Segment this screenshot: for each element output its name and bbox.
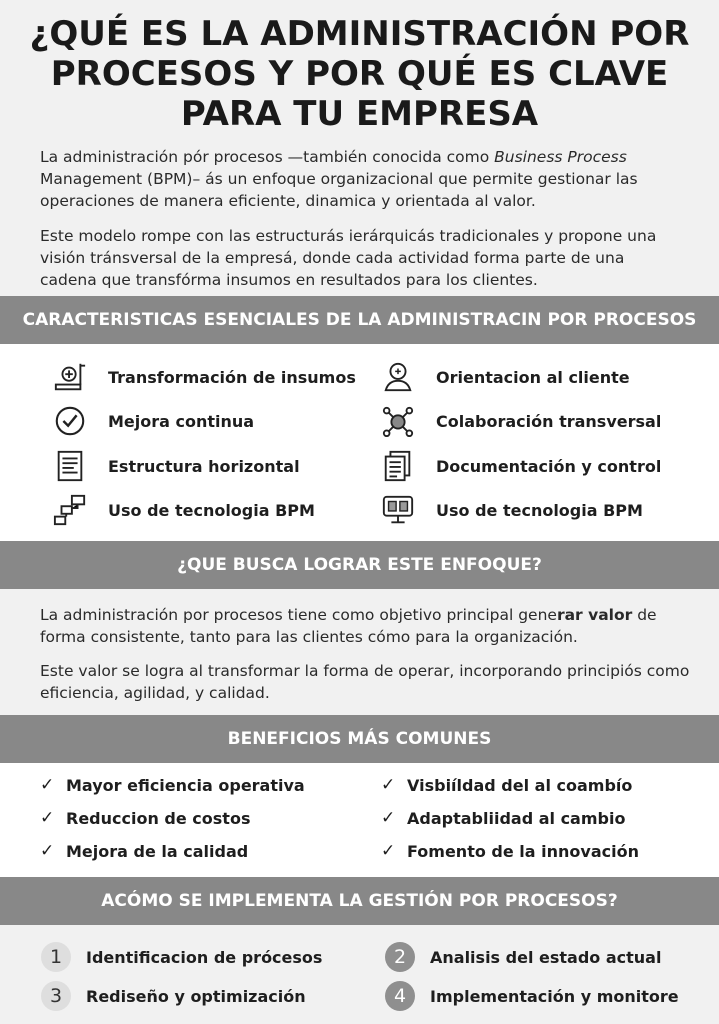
- feature-label: Mejora continua: [108, 411, 255, 431]
- goal-section: [40, 604, 690, 704]
- title-line-3: PARA TU EMPRESA: [180, 94, 539, 134]
- feature-item: [380, 359, 630, 395]
- feature-label: Documentación y control: [436, 456, 662, 476]
- step-number: 2: [385, 942, 415, 972]
- feature-label: Transformación de insumos: [108, 367, 356, 387]
- implementation-heading: ACÓMO SE IMPLEMENTA LA GESTIÓN POR PROCESOS?: [0, 877, 719, 925]
- intro-paragraph-2: Este modelo rompe con las estructurás ierárquicás tradicionales y propone una visión tránsversal de la empresá, donde cada actividad forma parte de una cadena que transfórma insumos en resultados para los clientes.: [40, 227, 657, 289]
- step-number: 4: [385, 981, 415, 1011]
- step-number: 1: [41, 942, 71, 972]
- feature-item: [380, 448, 661, 484]
- benefit-item: ✓ Visbiíldad del al coambío: [381, 775, 633, 795]
- benefit-item: ✓ Fomento de la innovación: [381, 841, 639, 861]
- check-icon: ✓: [40, 775, 55, 795]
- benefit-item: ✓ Mayor eficiencia operativa: [40, 775, 305, 795]
- step-item: [41, 942, 322, 972]
- feature-label: Orientacion al cliente: [436, 367, 630, 387]
- goal-paragraph-1: La administración por procesos tiene como objetivo principal generar valor de forma consistente, tanto para las clientes cómo para la organización.: [40, 606, 657, 646]
- network-icon: [52, 492, 88, 528]
- benefit-item: ✓ Mejora de la calidad: [40, 841, 249, 861]
- customer-icon: [380, 359, 416, 395]
- step-number: 3: [41, 981, 71, 1011]
- goal-heading: ¿QUE BUSCA LOGRAR ESTE ENFOQUE?: [0, 541, 719, 589]
- page-title: [0, 0, 719, 134]
- title-line-1: ¿QUÉ ES LA ADMINISTRACIÓN POR: [29, 14, 690, 54]
- features-heading: CARACTERISTICAS ESENCIALES DE LA ADMINISTRACIN POR PROCESOS: [0, 296, 719, 344]
- step-label: Analisis del estado actual: [430, 947, 662, 967]
- feature-item: [52, 403, 254, 439]
- feature-label: Uso de tecnologia BPM: [436, 500, 643, 520]
- feature-item: [52, 359, 356, 395]
- feature-item: [380, 403, 661, 439]
- feature-label: Uso de tecnologia BPM: [108, 500, 315, 520]
- document-list-icon: [52, 448, 88, 484]
- benefit-item: ✓ Reduccion de costos: [40, 808, 251, 828]
- step-label: Rediseño y optimización: [86, 986, 306, 1006]
- feature-item: [52, 492, 315, 528]
- step-item: [41, 981, 306, 1011]
- step-item: [385, 942, 661, 972]
- check-icon: ✓: [381, 775, 396, 795]
- check-icon: ✓: [40, 808, 55, 828]
- monitor-icon: [380, 492, 416, 528]
- feature-item: [52, 448, 300, 484]
- title-line-2: PROCESOS Y POR QUÉ ES CLAVE: [50, 54, 669, 94]
- check-icon: ✓: [381, 841, 396, 861]
- benefits-heading: BENEFICIOS MÁS COMUNES: [0, 715, 719, 763]
- step-item: [385, 981, 679, 1011]
- feature-label: Colaboración transversal: [436, 411, 662, 431]
- intro-section: [0, 146, 719, 291]
- goal-paragraph-2: Este valor se logra al transformar la forma de operar, incorporando principiós como eficiencia, agilidad, y calidad.: [40, 662, 690, 702]
- feature-label: Estructura horizontal: [108, 456, 300, 476]
- intro-paragraph-1: La administración pór procesos —también conocida como Business Process Management (BPM)– ás un enfoque organizacional que permite gestionar las operaciones de manera eficiente, dinamica y orientada al valor.: [40, 148, 638, 210]
- benefit-item: ✓ Adaptabliidad al cambio: [381, 808, 626, 828]
- feature-item: [380, 492, 643, 528]
- transformation-icon: [52, 359, 88, 395]
- check-icon: ✓: [381, 808, 396, 828]
- collaboration-icon: [380, 403, 416, 439]
- documents-icon: [380, 448, 416, 484]
- step-label: Identificacion de prócesos: [86, 947, 323, 967]
- check-icon: ✓: [40, 841, 55, 861]
- check-cycle-icon: [52, 403, 88, 439]
- step-label: Implementación y monitore: [430, 986, 679, 1006]
